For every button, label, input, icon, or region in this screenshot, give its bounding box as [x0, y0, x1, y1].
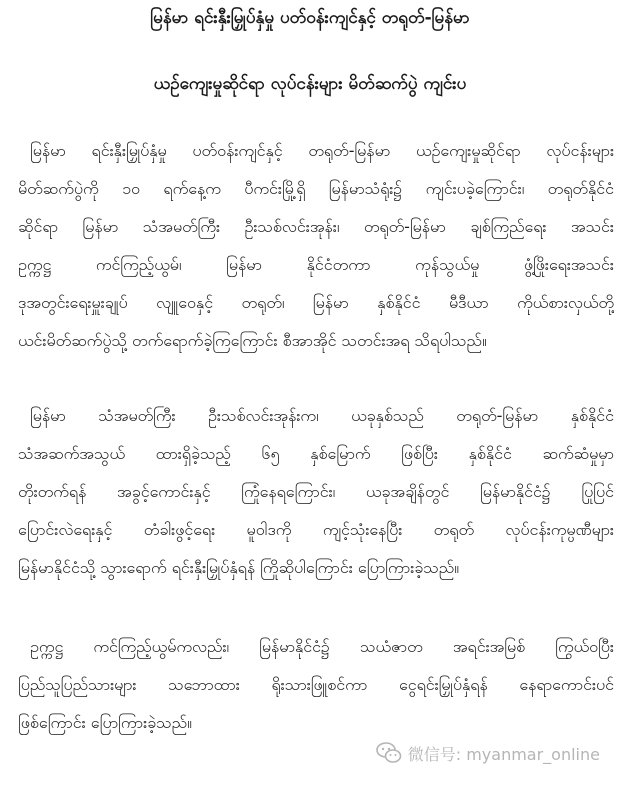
paragraph-line: ဥက္ကဋ္ဌ ကင်ကြည့်ယွမ်၊ မြန်မာ နိုင်ငံတကာ ကုန်သွယ်မှု ဖွံ့ဖြိုးရေးအသင်း — [18, 255, 614, 274]
paragraph-line: ပြောင်းလဲရေးနှင့် တံခါးဖွင့်ရေး မူဝါဒကို ကျင့်သုံးနေပြီး တရုတ် လုပ်ငန်းကုမ္ပဏီများ — [18, 520, 614, 539]
paragraph-line: မြန်မာနိုင်ငံသို့ သွားရောက် ရင်းနှီးမြှုပ်နှံရန် ကြိုဆိုပါကြောင်း ပြောကြားခဲ့သည်။ — [18, 558, 460, 577]
paragraph-line: ဒုအတွင်းရေးမှူးချုပ် လျူဝေနှင့် တရုတ်၊ မြန်မာ နှစ်နိုင်ငံ မီဒီယာ ကိုယ်စားလှယ်တို့ — [18, 293, 614, 312]
article-title-line-2: ယဉ်ကျေးမှုဆိုင်ရာ လုပ်ငန်းများ မိတ်ဆက်ပွဲ ကျင်းပ — [153, 74, 467, 94]
paragraph-3 — [18, 628, 614, 742]
paragraph-line: မြန်မာ ရင်းနှီးမြှုပ်နှံမှု ပတ်ဝန်းကျင်နှင့် တရုတ်-မြန်မာ ယဉ်ကျေးမှုဆိုင်ရာ လုပ်ငန်းများ — [30, 141, 614, 160]
paragraph-line: တိုးတက်ရန် အခွင့်ကောင်းနှင့် ကြုံနေရကြောင်း၊ ယခုအချိန်တွင် မြန်မာနိုင်ငံ၌ ပြုပြင် — [18, 482, 614, 501]
paragraph-line: ယင်းမိတ်ဆက်ပွဲသို့ တက်ရောက်ခဲ့ကြကြောင်း စီအာအိုင် သတင်းအရ သိရပါသည်။ — [18, 331, 487, 350]
watermark — [376, 739, 600, 767]
paragraph-line: ပြည်သူပြည်သားများ သဘောထား ရိုးသားဖြူစင်ကာ ငွေရင်းမြှုပ်နှံရန် နေရာကောင်းပင် — [18, 675, 614, 694]
paragraph-line: ဥက္ကဋ္ဌ ကင်ကြည့်ယွမ်ကလည်း၊ မြန်မာနိုင်ငံ၌ သယံဇာတ အရင်းအမြစ် ကြွယ်ဝပြီး — [30, 637, 614, 656]
paragraph-2 — [18, 397, 614, 587]
paragraph-line: မြန်မာ သံအမတ်ကြီး ဦးသစ်လင်းအုန်းက၊ ယခုနှစ်သည် တရုတ်-မြန်မာ နှစ်နိုင်ငံ — [30, 406, 614, 425]
paragraph-1 — [18, 132, 614, 360]
paragraph-line: ဆိုင်ရာ မြန်မာ သံအမတ်ကြီး ဦးသစ်လင်းအုန်း၊ တရုတ်-မြန်မာ ချစ်ကြည်ရေး အသင်း — [18, 217, 614, 236]
paragraph-line: မိတ်ဆက်ပွဲကို ၁၀ ရက်နေ့က ပီကင်းမြို့ရှိ မြန်မာသံရုံး၌ ကျင်းပခဲ့ကြောင်း၊ တရုတ်နိုင်ငံ — [18, 179, 614, 198]
article-title-line-1: မြန်မာ ရင်းနှီးမြှုပ်နှံမှု ပတ်ဝန်းကျင်နှင့် တရုတ်-မြန်မာ — [150, 8, 470, 28]
paragraph-line: သံအဆက်အသွယ် ထားရှိခဲ့သည့် ၆၅ နှစ်မြောက် ဖြစ်ပြီး နှစ်နိုင်ငံ ဆက်ဆံမှုမှာ — [18, 444, 614, 463]
paragraph-line: ဖြစ်ကြောင်း ပြောကြားခဲ့သည်။ — [18, 713, 192, 732]
wechat-icon — [376, 741, 402, 765]
watermark-text: 微信号: myanmar_online — [407, 744, 600, 764]
